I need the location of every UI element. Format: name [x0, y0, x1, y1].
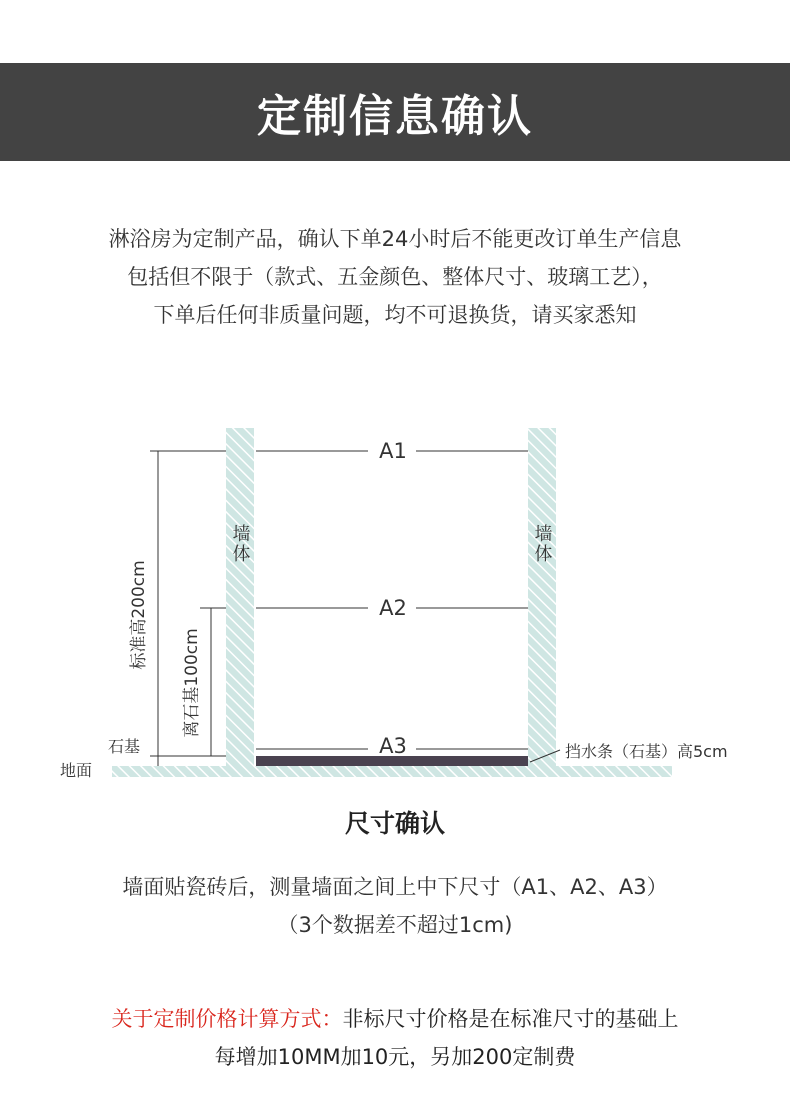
ground-label: 地面: [60, 761, 93, 780]
left-wall: [226, 428, 254, 766]
measurement-diagram: [0, 400, 790, 800]
a3-label: A3: [379, 734, 407, 758]
page-header: [0, 63, 790, 161]
stone-gap-label: 离石基100cm: [182, 628, 202, 738]
ground-slab: [112, 766, 672, 777]
standard-height-label: 标准高200cm: [129, 560, 149, 670]
measurement-note: [0, 868, 790, 944]
intro-line: 包括但不限于（款式、五金颜色、整体尺寸、玻璃工艺），: [127, 265, 663, 289]
section-title: 尺寸确认: [344, 809, 445, 838]
intro-notice: [0, 220, 790, 334]
right-wall: [528, 428, 556, 766]
measurement-line: （3个数据差不超过1cm): [277, 913, 513, 937]
measurement-line: 墙面贴瓷砖后，测量墙面之间上中下尺寸（A1、A2、A3）: [122, 875, 668, 899]
a1-label: A1: [379, 439, 407, 463]
pricing-text: 每增加10MM加10元，另加200定制费: [214, 1045, 576, 1069]
stone-base-label: 石基: [108, 737, 141, 756]
water-bar-label: 挡水条（石基）高5cm: [565, 742, 728, 761]
pricing-note: [0, 1000, 790, 1076]
wall-label-left: 墙体: [229, 524, 251, 564]
intro-line: 下单后任何非质量问题，均不可退换货，请买家悉知: [153, 303, 637, 327]
wall-label-right: 墙体: [531, 524, 553, 564]
page-title: 定制信息确认: [257, 91, 533, 142]
pricing-text: 非标尺寸价格是在标准尺寸的基础上: [342, 1007, 679, 1031]
pricing-label: 关于定制价格计算方式：: [111, 1007, 343, 1031]
intro-line: 淋浴房为定制产品，确认下单24小时后不能更改订单生产信息: [108, 227, 682, 251]
a2-label: A2: [379, 596, 407, 620]
